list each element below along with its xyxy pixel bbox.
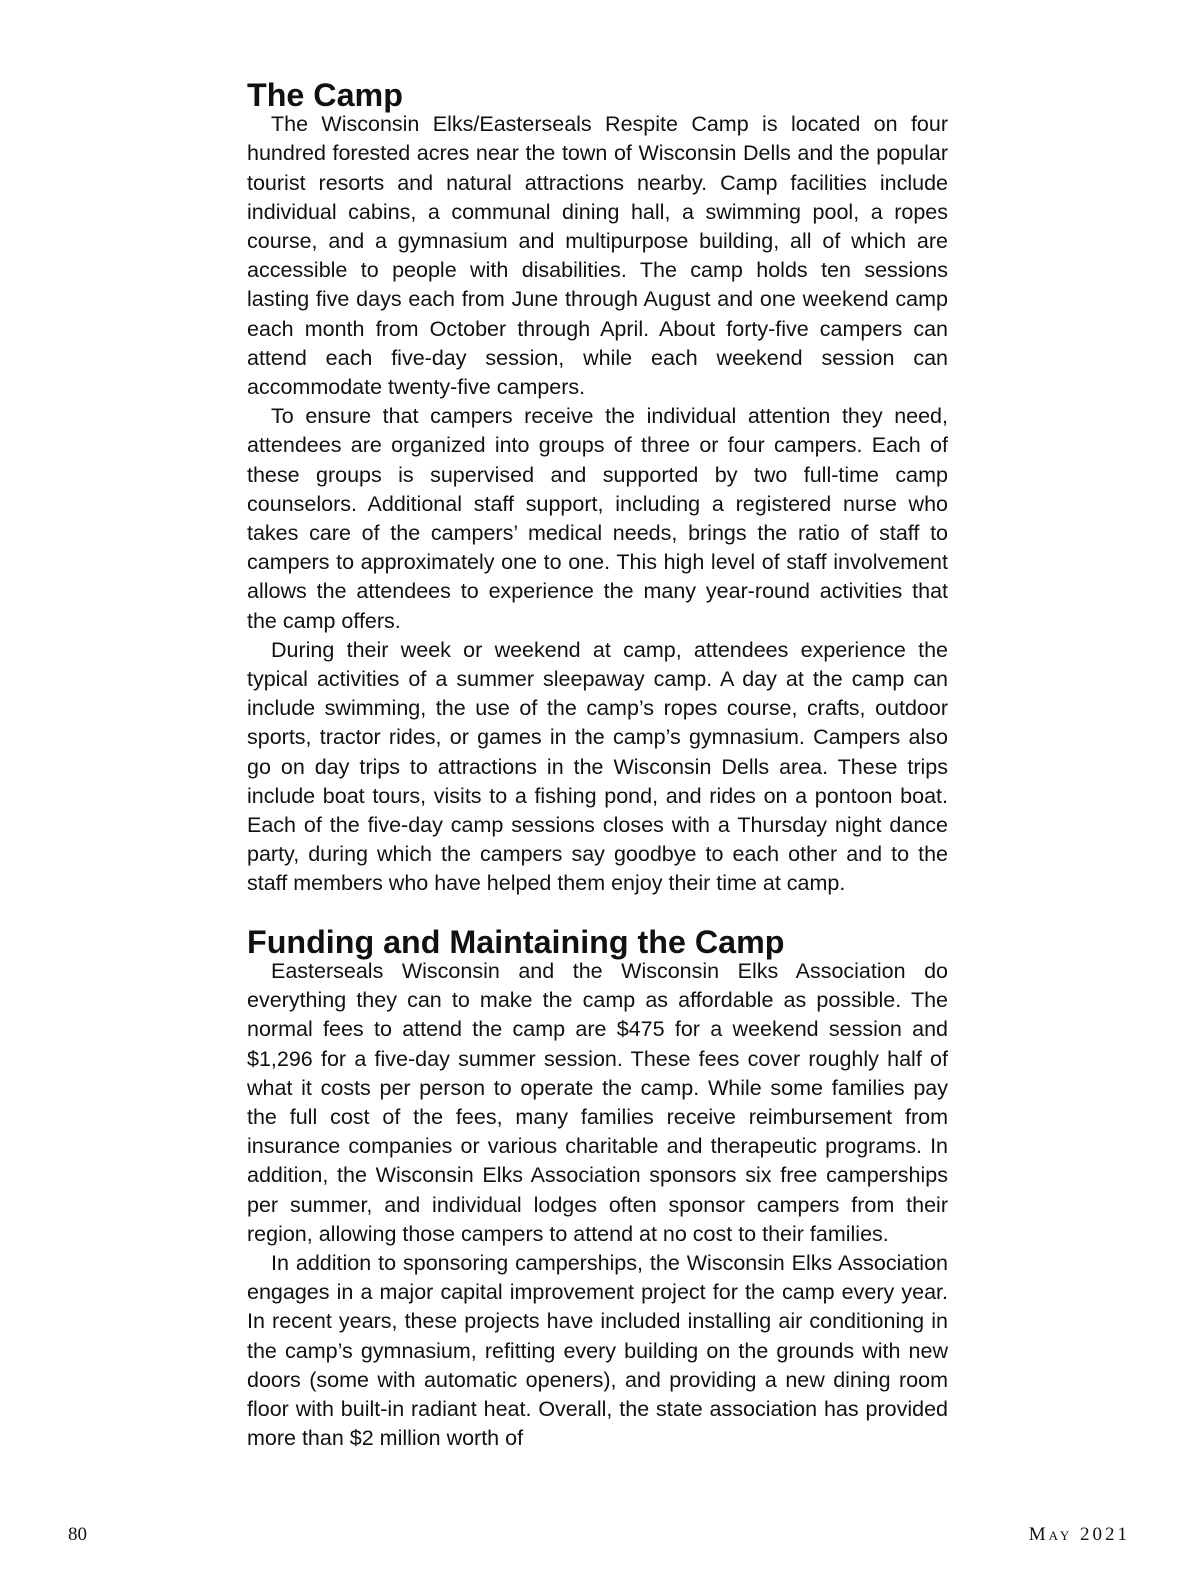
section-heading: Funding and Maintaining the Camp [247, 923, 785, 960]
body-paragraph: To ensure that campers receive the individual attention they need, attendees are organized into groups of three or four campers. Each of these groups is supervised and supported by two full-time camp counselors. Additional staff support, including a registered nurse who takes care of the campers’ medical needs, brings the ratio of staff to campers to approximately one to one. This high level of staff involvement allows the attendees to experience the many year-round activities that the camp offers. [247, 404, 948, 633]
section-the-camp [247, 77, 948, 899]
issue-date: May 2021 [1028, 1524, 1130, 1545]
section-funding [247, 923, 948, 1454]
page-number: 80 [68, 1524, 87, 1545]
section-heading: The Camp [247, 77, 403, 113]
body-paragraph: During their week or weekend at camp, attendees experience the typical activities of a summer sleepaway camp. A day at the camp can include swimming, the use of the camp’s ropes course, crafts, outdoor sports, tractor rides, or games in the camp’s gymnasium. Campers also go on day trips to attractions in the Wisconsin Dells area. These trips include boat tours, visits to a fishing pond, and rides on a pontoon boat. Each of the five-day camp sessions closes with a Thursday night dance party, during which the campers say goodbye to each other and to the staff members who have helped them enjoy their time at camp. [247, 637, 948, 896]
body-paragraph: The Wisconsin Elks/Easterseals Respite Camp is located on four hundred forested acres near the town of Wisconsin Dells and the popular tourist resorts and natural attractions nearby. Camp facilities include individual cabins, a communal dining hall, a swimming pool, a ropes course, and a gymnasium and multipurpose building, all of which are accessible to people with disabilities. The camp holds ten sessions lasting five days each from June through August and one weekend camp each month from October through April. About forty-five campers can attend each five-day session, while each weekend session can accommodate twenty-five campers. [247, 112, 948, 400]
body-paragraph: In addition to sponsoring camperships, the Wisconsin Elks Association engages in a major capital improvement project for the camp every year. In recent years, these projects have included installing air conditioning in the camp’s gymnasium, refitting every building on the grounds with new doors (some with automatic openers), and providing a new dining room floor with built-in radiant heat. Overall, the state association has provided more than $2 million worth of [247, 1250, 948, 1451]
article-column [247, 77, 948, 1453]
body-paragraph: Easterseals Wisconsin and the Wisconsin Elks Association do everything they can to make the camp as affordable as possible. The normal fees to attend the camp are $475 for a weekend session and $1,296 for a five-day summer session. These fees cover roughly half of what it costs per person to operate the camp. While some families pay the full cost of the fees, many families receive reimbursement from insurance companies or various charitable and therapeutic programs. In addition, the Wisconsin Elks Association sponsors six free camperships per summer, and individual lodges often sponsor campers from their region, allowing those campers to attend at no cost to their families. [247, 958, 948, 1246]
